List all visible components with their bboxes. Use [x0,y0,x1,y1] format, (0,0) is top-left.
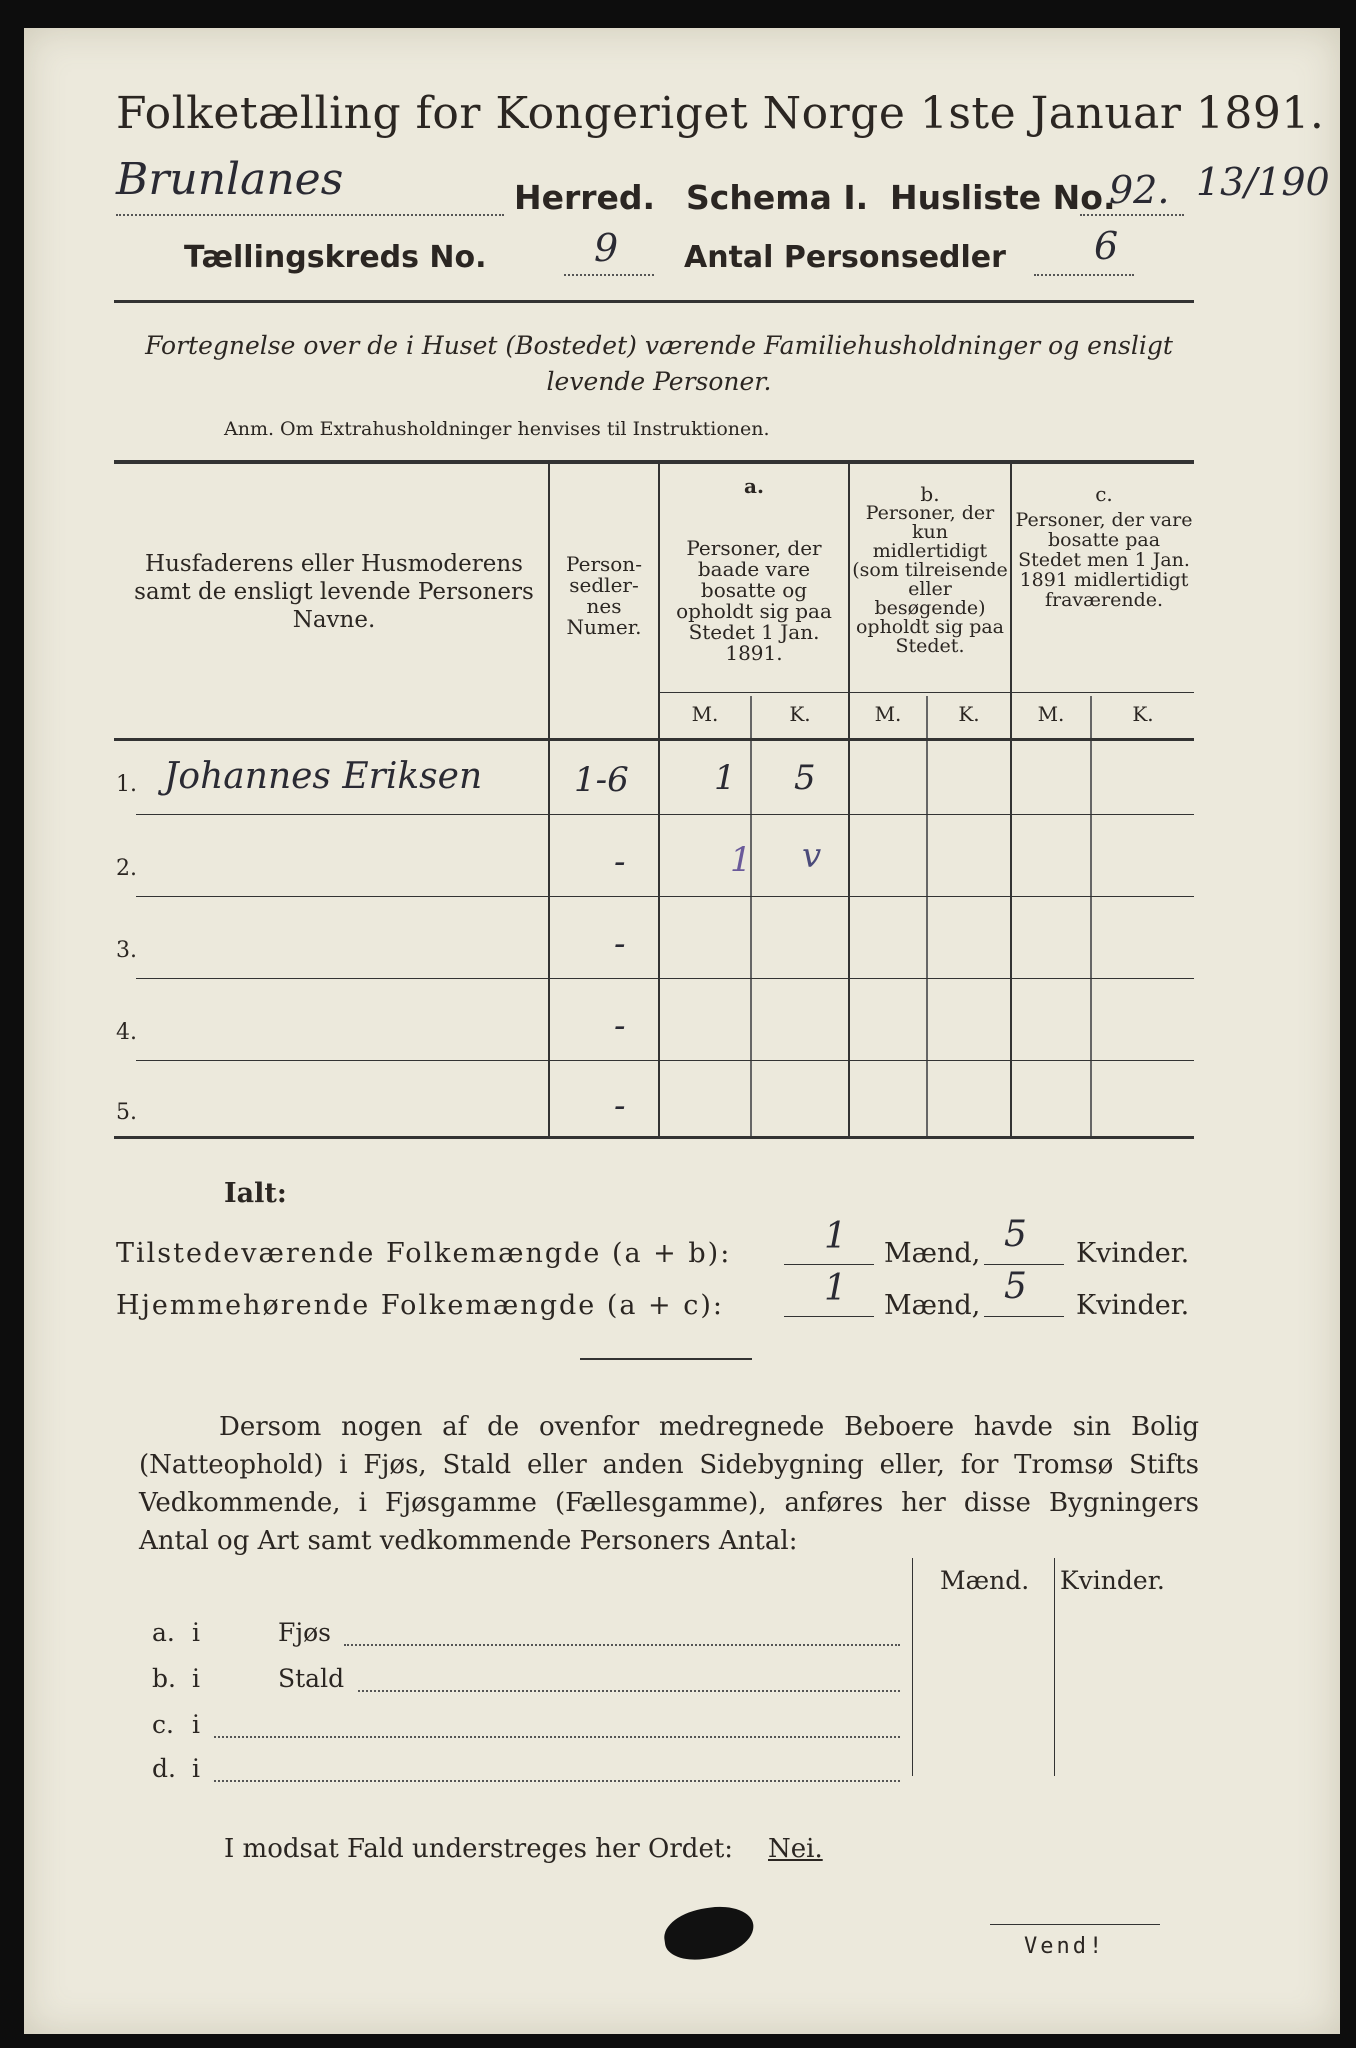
buildings-divider-1 [912,1558,913,1776]
buildings-kvinder-header: Kvinder. [1060,1566,1165,1595]
husliste-dotline [1080,214,1184,216]
buildings-divider-2 [1054,1558,1055,1776]
col-c-m: M. [1037,702,1065,726]
ink-blot [661,1902,757,1964]
hjemme-kvinder-label: Kvinder. [1076,1290,1190,1321]
col-c-letter: c. [1095,482,1113,506]
col-name-header: Husfaderens eller Husmoderens samt de ensligt levende Personers Navne. [134,551,534,633]
census-form-page [24,28,1340,2034]
col-a-header: Personer, der baade vare bosatte og opholdt sig paa Stedet 1 Jan. 1891. [676,536,832,665]
col-b-letter: b. [920,482,940,506]
hjemme-label: Hjemmehørende Folkemængde (a + c): [116,1290,724,1321]
husliste-label: Husliste No. [890,178,1116,217]
building-letter: d. [152,1754,176,1783]
section-separator [580,1358,752,1360]
table-divider-num [658,464,660,1136]
antal-dotline [1034,274,1134,276]
col-b-k: K. [958,702,980,726]
col-a-letter: a. [744,474,764,498]
table-divider-a [848,464,850,1136]
col-num-header: Person-sedler-nes Numer. [566,552,642,639]
hjemme-kvinder-value: 5 [1004,1266,1027,1307]
building-dotline [344,1644,900,1646]
anm-note: Anm. Om Extrahusholdninger henvises til Instruktionen. [224,418,770,440]
row-a-m: 1 [730,840,752,880]
building-prep: i [192,1754,200,1783]
table-divider-cm [1090,696,1092,1136]
row-number: 1. [116,772,137,797]
row-rule [136,814,1194,815]
herred-label: Herred. [514,178,656,217]
modsat-value: Nei. [768,1834,823,1864]
table-divider-name [548,464,550,1136]
building-prep: i [192,1710,200,1739]
row-a-m: 1 [714,758,736,798]
hjemme-maend-label: Mænd, [884,1290,981,1321]
tilstede-maend-line [784,1264,874,1265]
col-a-k: K. [789,702,811,726]
building-label: Fjøs [278,1618,331,1647]
row-name: Johannes Eriksen [164,756,483,797]
building-prep: i [192,1664,200,1693]
col-c-header: Personer, der vare bosatte paa Stedet men 1 Jan. 1891 midlertidigt fraværende. [1015,509,1193,611]
buildings-maend-header: Mænd. [940,1566,1030,1595]
building-letter: c. [152,1710,174,1739]
tilstede-kvinder-value: 5 [1004,1214,1027,1255]
modsat-label: I modsat Fald understreges her Ordet: [224,1834,734,1864]
row-number: 4. [116,1020,137,1045]
antal-label: Antal Personsedler [684,240,1006,275]
table-divider-am [750,696,752,1136]
hjemme-maend-line [784,1316,874,1317]
kreds-dotline [564,274,654,276]
ialt-label: Ialt: [224,1178,287,1209]
tilstede-label: Tilstedeværende Folkemængde (a + b): [116,1238,732,1269]
row-number: 5. [116,1100,137,1125]
hjemme-kvinder-line [984,1316,1064,1317]
buildings-paragraph: Dersom nogen af de ovenfor medregnede Beboere havde sin Bolig (Natteophold) i Fjøs, Stald eller anden Sidebygning eller, for Tromsø Stifts Vedkommende, i Fjøsgamme (Fællesgamme), anføres her disse Bygningers Antal og Art samt vedkommende Personers Antal: [139,1412,1199,1556]
row-number: 2. [116,856,137,881]
building-label: Stald [278,1664,345,1693]
row-num: - [614,1006,626,1046]
building-dotline [358,1690,900,1692]
husliste-value: 92. [1109,168,1170,212]
building-dotline [214,1780,900,1782]
building-letter: b. [152,1664,176,1693]
vend-label: Vend! [1024,1934,1106,1959]
table-top-rule [114,460,1194,464]
row-num: - [614,1086,626,1126]
row-a-k: v [802,836,822,876]
row-rule [136,1060,1194,1061]
row-num: - [614,924,626,964]
col-b-header: Personer, der kun midlertidigt (som tilreisende eller besøgende) opholdt sig paa Stedet. [852,502,1008,657]
tilstede-maend-label: Mænd, [884,1238,981,1269]
tilstede-kvinder-line [984,1264,1064,1265]
col-b-m: M. [874,702,902,726]
table-bottom-rule [114,1136,1194,1139]
tilstede-maend-value: 1 [824,1216,847,1257]
kreds-value: 9 [594,226,619,270]
col-a-m: M. [691,702,719,726]
row-num: 1-6 [574,760,629,800]
building-letter: a. [152,1618,175,1647]
row-rule [136,978,1194,979]
table-divider-b [1010,464,1012,1136]
herred-dotline [116,214,504,216]
row-rule [136,896,1194,897]
row-num: - [614,842,626,882]
mk-rule [660,692,1194,693]
vend-rule [990,1924,1160,1925]
row-a-k: 5 [794,758,816,798]
antal-value: 6 [1094,224,1119,268]
herred-value: Brunlanes [116,154,344,205]
table-divider-bm [926,696,928,1136]
row-number: 3. [116,938,137,963]
building-dotline [214,1736,900,1738]
kreds-label: Tællingskreds No. [184,240,487,275]
tilstede-kvinder-label: Kvinder. [1076,1238,1190,1269]
intro-text: Fortegnelse over de i Huset (Bostedet) værende Familiehusholdninger og ensligt levende Personer. [145,331,1173,396]
schema-label: Schema I. [686,178,869,217]
margin-note: 13/190 [1196,160,1330,204]
building-prep: i [192,1618,200,1647]
col-c-k: K. [1132,702,1154,726]
hjemme-maend-value: 1 [824,1268,847,1309]
form-title: Folketælling for Kongeriget Norge 1ste Januar 1891. [116,88,1325,139]
header-bottom-rule [114,738,1194,741]
header-rule [114,300,1194,303]
